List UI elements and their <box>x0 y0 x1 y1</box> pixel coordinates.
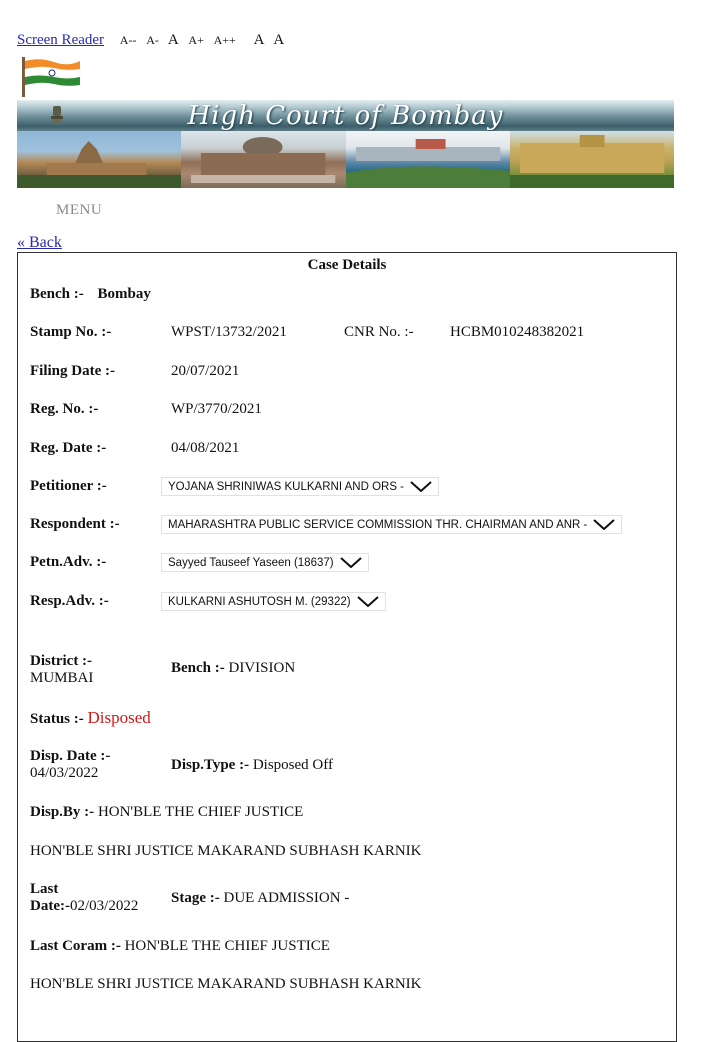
reg-no-row <box>30 401 430 418</box>
respondent-label-text: Respondent :- <box>30 516 120 532</box>
bench-label: Bench :- <box>30 286 84 302</box>
reg-no-value: WP/3770/2021 <box>171 401 262 417</box>
last-coram-second-judge: HON'BLE SHRI JUSTICE MAKARAND SUBHASH KARNIK <box>30 976 422 992</box>
last-coram-value: HON'BLE THE CHIEF JUSTICE <box>124 938 330 954</box>
chevron-down-icon <box>410 481 432 492</box>
screen-reader-link[interactable]: Screen Reader <box>17 32 105 48</box>
disp-date-block <box>30 748 110 782</box>
contrast-high-toggle[interactable]: A <box>273 32 285 48</box>
font-size-larger[interactable]: A+ <box>188 33 204 47</box>
petitioner-label <box>30 478 107 495</box>
district-block <box>30 653 93 687</box>
bench-row <box>30 286 151 303</box>
cnr-label: CNR No. :- <box>344 324 414 340</box>
disp-by-value: HON'BLE THE CHIEF JUSTICE <box>97 804 304 820</box>
court-building-photo-3 <box>346 131 510 188</box>
chevron-down-icon <box>340 557 362 568</box>
case-details-panel <box>17 252 677 1042</box>
reg-date-label: Reg. Date :- <box>30 440 107 456</box>
district-label: District :- <box>30 653 93 669</box>
font-size-largest[interactable]: A++ <box>213 33 236 47</box>
resp-adv-label-text: Resp.Adv. :- <box>30 593 109 609</box>
stage-value: DUE ADMISSION - <box>223 890 350 906</box>
last-date-label-line2: Date:- <box>30 898 70 914</box>
disp-type-row <box>171 757 333 774</box>
disp-type-value: Disposed Off <box>252 757 333 773</box>
font-size-smallest[interactable]: A-- <box>119 33 137 47</box>
last-date-label-line1: Last <box>30 881 59 897</box>
court-buildings-banner <box>17 131 674 188</box>
bench-type-label: Bench :- <box>171 660 225 676</box>
disp-date-label: Disp. Date :- <box>30 748 111 764</box>
stamp-row <box>30 324 650 341</box>
back-link[interactable]: « Back <box>17 234 62 251</box>
resp-adv-label <box>30 593 109 610</box>
stamp-label: Stamp No. :- <box>30 324 112 340</box>
resp-adv-value: KULKARNI ASHUTOSH M. (29322) <box>168 595 351 608</box>
status-value: Disposed <box>87 708 151 727</box>
last-coram-row <box>30 938 330 955</box>
petn-adv-value: Sayyed Tauseef Yaseen (18637) <box>168 556 334 569</box>
disp-by-row <box>30 804 303 821</box>
court-banner-title <box>17 100 674 131</box>
disp-type-label: Disp.Type :- <box>171 757 250 773</box>
chevron-down-icon <box>357 596 379 607</box>
disp-by-label: Disp.By :- <box>30 804 95 820</box>
bench-type-row <box>171 660 295 677</box>
filing-date-row <box>30 363 430 380</box>
case-details-heading: Case Details <box>307 257 387 273</box>
font-size-smaller[interactable]: A- <box>146 33 159 47</box>
emblem-icon <box>49 104 65 126</box>
petitioner-value: YOJANA SHRINIWAS KULKARNI AND ORS - <box>168 480 405 493</box>
respondent-dropdown[interactable] <box>161 515 622 534</box>
accessibility-bar <box>17 32 290 49</box>
status-label: Status :- <box>30 711 84 727</box>
stamp-value: WPST/13732/2021 <box>171 324 287 340</box>
stage-label: Stage :- <box>171 890 220 906</box>
respondent-value: MAHARASHTRA PUBLIC SERVICE COMMISSION THR. CHAIRMAN AND ANR - <box>168 518 588 531</box>
court-name: High Court of Bombay <box>187 100 504 131</box>
court-building-photo-4 <box>510 131 674 188</box>
disp-date-value: 04/03/2022 <box>30 765 99 781</box>
bench-type-value: DIVISION <box>228 660 296 676</box>
last-date-value: 02/03/2022 <box>69 898 139 914</box>
chevron-down-icon <box>593 519 615 530</box>
resp-adv-dropdown[interactable] <box>161 592 386 611</box>
district-value: MUMBAI <box>30 670 94 686</box>
petitioner-label-text: Petitioner :- <box>30 478 107 494</box>
stage-row <box>171 890 349 907</box>
last-date-block <box>30 881 138 915</box>
contrast-normal-toggle[interactable]: A <box>253 32 265 48</box>
petn-adv-label-text: Petn.Adv. :- <box>30 554 107 570</box>
reg-date-row <box>30 440 430 457</box>
petn-adv-label <box>30 554 106 571</box>
filing-date-value: 20/07/2021 <box>171 363 240 379</box>
respondent-label <box>30 516 120 533</box>
court-building-photo-1 <box>17 131 181 188</box>
bench-value: Bombay <box>97 286 151 302</box>
disp-by-second-judge: HON'BLE SHRI JUSTICE MAKARAND SUBHASH KARNIK <box>30 843 422 859</box>
india-flag-icon <box>20 55 82 97</box>
font-size-normal[interactable]: A <box>167 32 179 48</box>
status-row <box>30 708 151 728</box>
reg-no-label: Reg. No. :- <box>30 401 99 417</box>
menu-button[interactable]: MENU <box>56 202 103 218</box>
filing-date-label: Filing Date :- <box>30 363 115 379</box>
cnr-value: HCBM010248382021 <box>450 324 585 340</box>
reg-date-value: 04/08/2021 <box>171 440 240 456</box>
last-coram-label: Last Coram :- <box>30 938 121 954</box>
petitioner-dropdown[interactable] <box>161 477 439 496</box>
court-building-photo-2 <box>181 131 345 188</box>
petn-adv-dropdown[interactable] <box>161 553 369 572</box>
